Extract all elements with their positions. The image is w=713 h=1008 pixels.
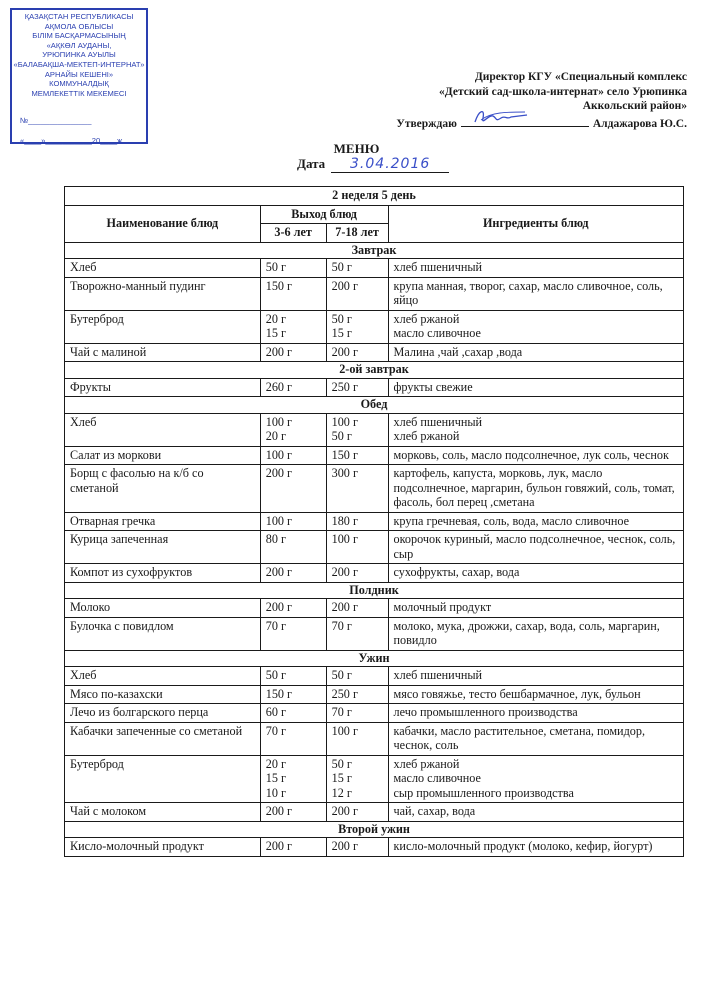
- menu-table: [64, 186, 684, 857]
- column-header-ingredients: Ингредиенты блюд: [388, 205, 683, 242]
- column-header-age-3-6: 3-6 лет: [260, 224, 326, 243]
- dish-name: Чай с молоком: [65, 803, 261, 822]
- ingredients: окорочок куриный, масло подсолнечное, чеснок, соль, сыр: [388, 531, 683, 564]
- stamp-line: МЕМЛЕКЕТТІК МЕКЕМЕСІ: [31, 88, 127, 98]
- portion-3-6: 150 г: [260, 685, 326, 704]
- column-header-name: Наименование блюд: [65, 205, 261, 242]
- stamp-line: КОММУНАЛДЫҚ: [49, 79, 109, 89]
- week-label: 2 неделя 5 день: [65, 187, 684, 206]
- dish-name: Творожно-манный пудинг: [65, 277, 261, 310]
- approval-signature-row: [367, 114, 687, 132]
- portion-7-18: 200 г: [326, 803, 388, 822]
- signature-line: [461, 114, 589, 127]
- dish-name: Компот из сухофруктов: [65, 564, 261, 583]
- stamp-line: ҚАЗАҚСТАН РЕСПУБЛИКАСЫ: [24, 12, 134, 21]
- portion-3-6: 20 г 15 г: [260, 310, 326, 343]
- table-row: [65, 838, 684, 857]
- ingredients: хлеб пшеничный: [388, 259, 683, 278]
- dish-name: Салат из моркови: [65, 446, 261, 465]
- portion-7-18: 100 г: [326, 722, 388, 755]
- section-title: Второй ужин: [65, 821, 684, 838]
- column-header-output: Выход блюд: [260, 205, 388, 224]
- portion-3-6: 70 г: [260, 617, 326, 650]
- portion-3-6: 200 г: [260, 803, 326, 822]
- table-row: [65, 531, 684, 564]
- stamp-line: БІЛІМ БАСҚАРМАСЫНЫҢ: [32, 31, 126, 41]
- section-title: Обед: [65, 397, 684, 414]
- portion-3-6: 200 г: [260, 564, 326, 583]
- ingredients: хлеб пшеничный: [388, 667, 683, 686]
- section-title: 2-ой завтрак: [65, 362, 684, 379]
- handwritten-signature: [471, 106, 531, 128]
- section-title: Завтрак: [65, 242, 684, 259]
- ingredients: молоко, мука, дрожжи, сахар, вода, соль, маргарин, повидло: [388, 617, 683, 650]
- portion-7-18: 100 г: [326, 531, 388, 564]
- dish-name: Борщ с фасолью на к/б со сметаной: [65, 465, 261, 513]
- ingredients: кисло-молочный продукт (молоко, кефир, йогурт): [388, 838, 683, 857]
- portion-7-18: 250 г: [326, 685, 388, 704]
- table-row: [65, 465, 684, 513]
- date-value: 3.04.2016: [331, 156, 449, 173]
- column-header-age-7-18: 7-18 лет: [326, 224, 388, 243]
- portion-3-6: 200 г: [260, 465, 326, 513]
- dish-name: Чай с малиной: [65, 343, 261, 362]
- portion-7-18: 200 г: [326, 277, 388, 310]
- portion-3-6: 100 г 20 г: [260, 413, 326, 446]
- director-name: Алдажарова Ю.С.: [592, 117, 687, 130]
- stamp-line: УРЮПИНКА АУЫЛЫ: [42, 50, 116, 60]
- table-row: [65, 599, 684, 618]
- ingredients: крупа гречневая, соль, вода, масло сливочное: [388, 512, 683, 531]
- table-row: [65, 259, 684, 278]
- approve-label: Утверждаю: [396, 117, 457, 130]
- header-row: [65, 205, 684, 224]
- ingredients: картофель, капуста, морковь, лук, масло подсолнечное, маргарин, бульон говяжий, соль, томат, фасоль, бол перец ,сметана: [388, 465, 683, 513]
- stamp-line: АҚМОЛА ОБЛЫСЫ: [44, 21, 114, 31]
- portion-3-6: 200 г: [260, 838, 326, 857]
- ingredients: молочный продукт: [388, 599, 683, 618]
- portion-7-18: 50 г 15 г 12 г: [326, 755, 388, 803]
- table-row: [65, 413, 684, 446]
- portion-7-18: 100 г 50 г: [326, 413, 388, 446]
- ingredients: лечо промышленного производства: [388, 704, 683, 723]
- dish-name: Фрукты: [65, 378, 261, 397]
- approval-line-3: Аккольский район»: [582, 100, 687, 112]
- ingredients: крупа манная, творог, сахар, масло сливочное, соль, яйцо: [388, 277, 683, 310]
- dish-name: Отварная гречка: [65, 512, 261, 531]
- table-row: [65, 378, 684, 397]
- dish-name: Хлеб: [65, 413, 261, 446]
- section-title: Полдник: [65, 582, 684, 599]
- section-row: [65, 821, 684, 838]
- portion-3-6: 50 г: [260, 259, 326, 278]
- section-row: [65, 650, 684, 667]
- ingredients: хлеб ржаной масло сливочное: [388, 310, 683, 343]
- portion-3-6: 80 г: [260, 531, 326, 564]
- dish-name: Молоко: [65, 599, 261, 618]
- portion-3-6: 100 г: [260, 446, 326, 465]
- table-row: [65, 310, 684, 343]
- portion-7-18: 180 г: [326, 512, 388, 531]
- stamp-date-line: «____»___________20____ж.: [20, 136, 125, 145]
- portion-3-6: 200 г: [260, 343, 326, 362]
- section-title: Ужин: [65, 650, 684, 667]
- official-stamp: [10, 8, 148, 144]
- portion-3-6: 60 г: [260, 704, 326, 723]
- portion-3-6: 70 г: [260, 722, 326, 755]
- stamp-line: «БАЛАБАҚША-МЕКТЕП-ИНТЕРНАТ»: [13, 59, 145, 69]
- dish-name: Мясо по-казахски: [65, 685, 261, 704]
- ingredients: хлеб ржаной масло сливочное сыр промышленного производства: [388, 755, 683, 803]
- dish-name: Кисло-молочный продукт: [65, 838, 261, 857]
- ingredients: мясо говяжье, тесто бешбармачное, лук, бульон: [388, 685, 683, 704]
- table-row: [65, 343, 684, 362]
- dish-name: Кабачки запеченные со сметаной: [65, 722, 261, 755]
- portion-7-18: 70 г: [326, 704, 388, 723]
- table-row: [65, 564, 684, 583]
- table-row: [65, 755, 684, 803]
- portion-7-18: 250 г: [326, 378, 388, 397]
- section-row: [65, 397, 684, 414]
- portion-7-18: 150 г: [326, 446, 388, 465]
- table-row: [65, 277, 684, 310]
- portion-7-18: 50 г: [326, 259, 388, 278]
- ingredients: фрукты свежие: [388, 378, 683, 397]
- date-label: Дата: [297, 156, 326, 171]
- ingredients: сухофрукты, сахар, вода: [388, 564, 683, 583]
- portion-3-6: 100 г: [260, 512, 326, 531]
- portion-3-6: 20 г 15 г 10 г: [260, 755, 326, 803]
- dish-name: Лечо из болгарского перца: [65, 704, 261, 723]
- portion-7-18: 300 г: [326, 465, 388, 513]
- ingredients: кабачки, масло растительное, сметана, помидор, чеснок, соль: [388, 722, 683, 755]
- portion-3-6: 150 г: [260, 277, 326, 310]
- dish-name: Курица запеченная: [65, 531, 261, 564]
- stamp-number-line: №_______________: [20, 116, 92, 125]
- page-title: МЕНЮ: [333, 141, 380, 156]
- menu-date: [297, 156, 449, 173]
- ingredients: Малина ,чай ,сахар ,вода: [388, 343, 683, 362]
- table-row: [65, 446, 684, 465]
- stamp-line: АРНАЙЫ КЕШЕНІ»: [44, 69, 114, 79]
- table-row: [65, 704, 684, 723]
- ingredients: хлеб пшеничный хлеб ржаной: [388, 413, 683, 446]
- section-row: [65, 362, 684, 379]
- table-row: [65, 803, 684, 822]
- portion-7-18: 200 г: [326, 564, 388, 583]
- table-row: [65, 667, 684, 686]
- dish-name: Хлеб: [65, 667, 261, 686]
- approval-line-2: «Детский сад-школа-интернат» село Урюпинка: [439, 85, 687, 98]
- table-row: [65, 722, 684, 755]
- week-row: [65, 187, 684, 206]
- table-row: [65, 512, 684, 531]
- portion-7-18: 50 г 15 г: [326, 310, 388, 343]
- dish-name: Бутерброд: [65, 310, 261, 343]
- stamp-line: «АҚКӨЛ АУДАНЫ,: [46, 40, 112, 50]
- dish-name: Хлеб: [65, 259, 261, 278]
- ingredients: чай, сахар, вода: [388, 803, 683, 822]
- portion-7-18: 70 г: [326, 617, 388, 650]
- portion-3-6: 260 г: [260, 378, 326, 397]
- portion-3-6: 200 г: [260, 599, 326, 618]
- portion-7-18: 50 г: [326, 667, 388, 686]
- approval-block: [367, 70, 687, 131]
- dish-name: Бутерброд: [65, 755, 261, 803]
- table-row: [65, 685, 684, 704]
- section-row: [65, 242, 684, 259]
- portion-7-18: 200 г: [326, 343, 388, 362]
- portion-3-6: 50 г: [260, 667, 326, 686]
- portion-7-18: 200 г: [326, 838, 388, 857]
- table-row: [65, 617, 684, 650]
- portion-7-18: 200 г: [326, 599, 388, 618]
- ingredients: морковь, соль, масло подсолнечное, лук соль, чеснок: [388, 446, 683, 465]
- section-row: [65, 582, 684, 599]
- dish-name: Булочка с повидлом: [65, 617, 261, 650]
- approval-line-1: Директор КГУ «Специальный комплекс: [474, 71, 687, 83]
